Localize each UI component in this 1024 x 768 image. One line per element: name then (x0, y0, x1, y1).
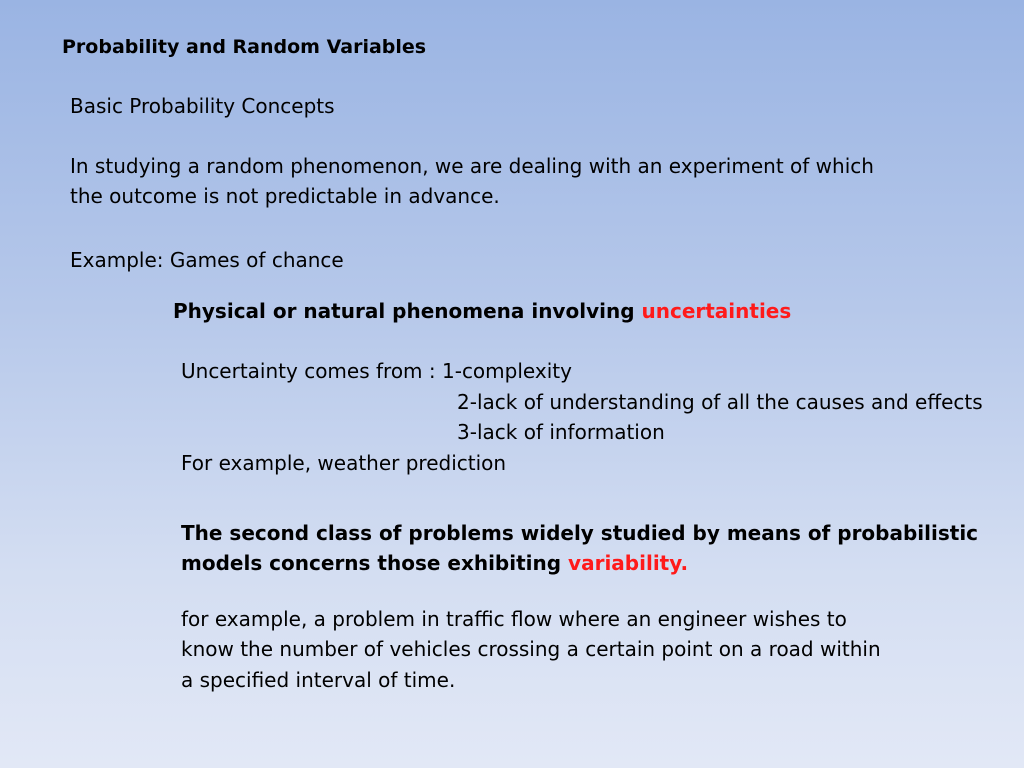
variability-highlight: variability. (568, 551, 689, 575)
uncertainty-line-3: 3-lack of information (457, 420, 665, 444)
example-line: Example: Games of chance (70, 248, 344, 272)
second-class-line-1: The second class of problems widely studied by means of probabilistic (181, 521, 979, 545)
physical-prefix: Physical or natural phenomena involving (173, 299, 642, 323)
uncertainties-highlight: uncertainties (641, 299, 792, 323)
traffic-line-3: a specified interval of time. (181, 668, 456, 692)
weather-example-line: For example, weather prediction (181, 451, 507, 475)
second-class-line-2 (181, 548, 688, 579)
intro-line-1: In studying a random phenomenon, we are dealing with an experiment of which (70, 154, 874, 178)
uncertainty-line-1: Uncertainty comes from : 1-complexity (181, 359, 572, 383)
intro-line-2: the outcome is not predictable in advance. (70, 184, 500, 208)
physical-phenomena-line (173, 296, 791, 327)
slide-subtitle: Basic Probability Concepts (70, 94, 335, 118)
second-class-prefix: models concerns those exhibiting (181, 551, 569, 575)
traffic-line-1: for example, a problem in traffic flow where an engineer wishes to (181, 607, 847, 631)
uncertainty-line-2: 2-lack of understanding of all the causes and effects (457, 390, 983, 414)
slide-title: Probability and Random Variables (62, 36, 427, 58)
traffic-line-2: know the number of vehicles crossing a certain point on a road within (181, 637, 881, 661)
